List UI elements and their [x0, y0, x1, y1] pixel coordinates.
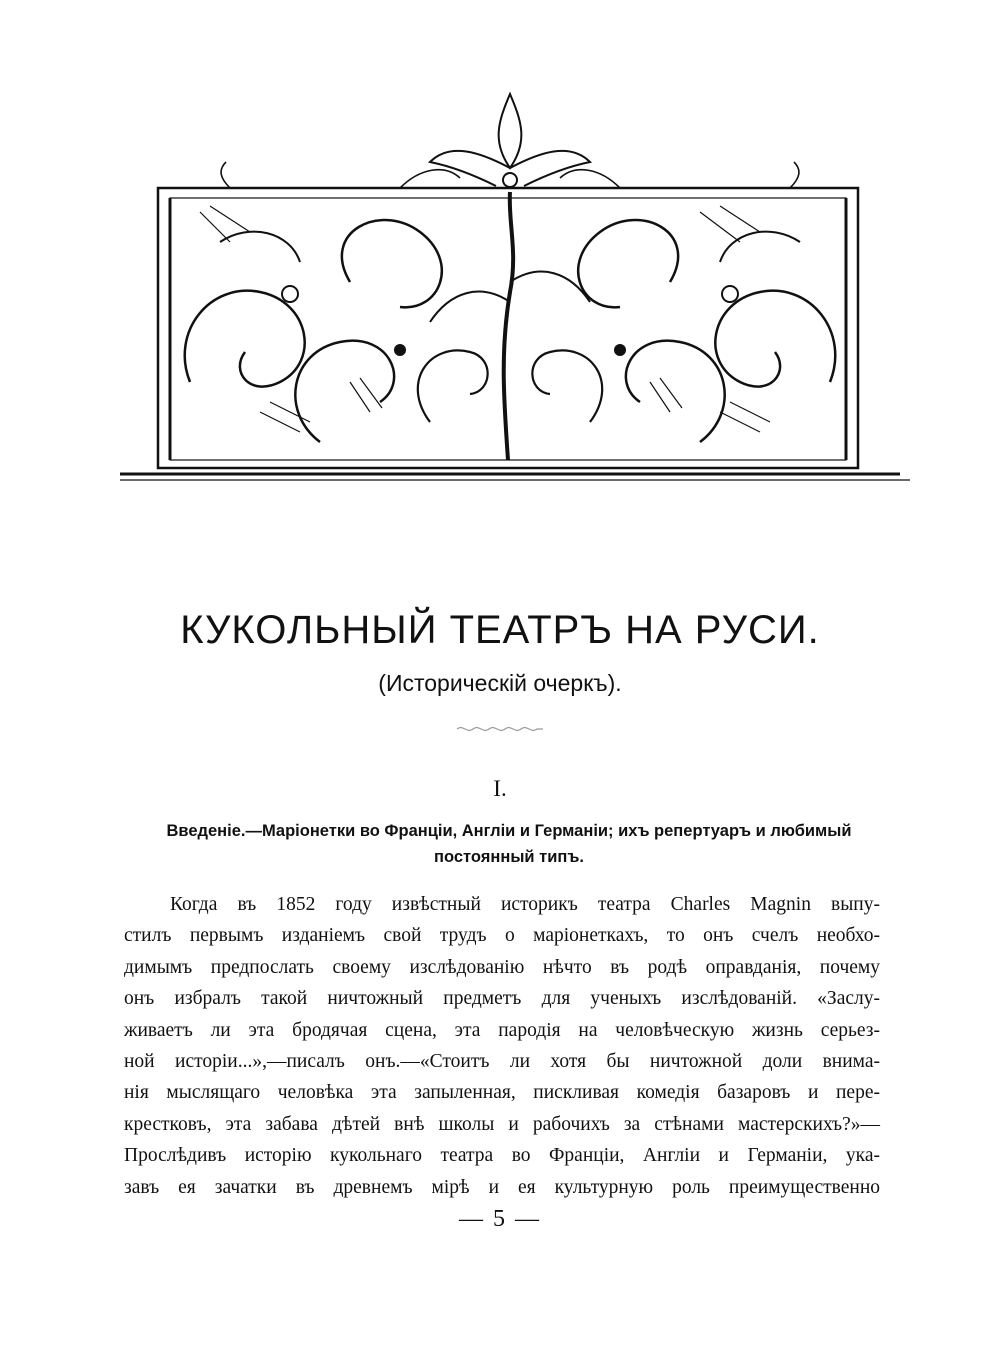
body-line: крестковъ, эта забава дѣтей внѣ школы и рабочихъ за стѣнами мастерскихъ?»— [124, 1113, 880, 1135]
body-line: нія мыслящаго человѣка эта запыленная, пискливая комедія базаровъ и пере- [124, 1082, 880, 1104]
article-title: КУКОЛЬНЫЙ ТЕАТРЪ НА РУСИ. [180, 608, 820, 652]
body-line: стилъ первымъ изданіемъ свой трудъ о маріонеткахъ, то онъ счелъ необхо- [124, 925, 880, 947]
chapter-number: I. [493, 776, 507, 801]
decorative-divider [455, 722, 545, 736]
body-line: живаетъ ли эта бродячая сцена, эта пародія на человѣческую жизнь серьез- [124, 1019, 880, 1041]
body-line: ной исторіи...»,—писалъ онъ.—«Стоитъ ли хотя бы ничтожной доли внима- [124, 1050, 880, 1072]
body-text [124, 889, 880, 1203]
body-line: онъ избралъ такой ничтожный предметъ для ученыхъ изслѣдованій. «Заслу- [124, 988, 880, 1010]
body-line: Когда въ 1852 году извѣстный историкъ театра Charles Magnin выпу- [170, 894, 880, 915]
page-number: — 5 — [459, 1206, 541, 1232]
body-line: димымъ предпослать своему изслѣдованію нѣчто въ родѣ оправданія, почему [124, 956, 880, 978]
chapter-summary: Введеніе.—Маріонетки во Франціи, Англіи и Германіи; ихъ репертуаръ и любимый постоянный типъ. [166, 822, 852, 866]
body-line: завъ ея зачатки въ древнемъ мірѣ и ея культурную роль преимущественно [124, 1176, 880, 1198]
ornamental-headpiece [100, 82, 920, 492]
body-line: Прослѣдивъ исторію кукольнаго театра во Франціи, Англіи и Германіи, ука- [124, 1145, 880, 1167]
article-subtitle: (Историческій очеркъ). [378, 670, 622, 696]
